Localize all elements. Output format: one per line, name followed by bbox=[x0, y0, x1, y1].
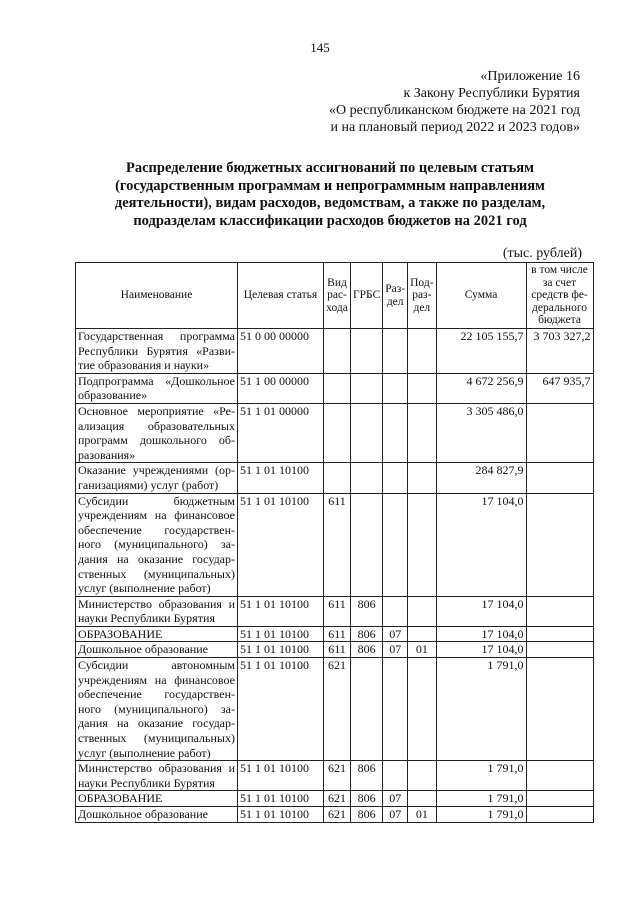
cell-federal bbox=[526, 596, 593, 626]
cell-subsection bbox=[408, 493, 436, 596]
annex-line: и на плановый период 2022 и 2023 годов» bbox=[330, 120, 580, 135]
cell-sum: 17 104,0 bbox=[436, 596, 526, 626]
cell-expense-type: 611 bbox=[324, 642, 351, 658]
header-grbs: ГРБС bbox=[351, 263, 383, 329]
cell-section bbox=[383, 658, 408, 761]
cell-section: 07 bbox=[383, 791, 408, 807]
annex-line: к Закону Республики Бурятия bbox=[403, 86, 580, 101]
cell-federal bbox=[526, 463, 593, 493]
cell-subsection bbox=[408, 626, 436, 642]
cell-federal bbox=[526, 626, 593, 642]
cell-expense-type bbox=[324, 373, 351, 403]
table-row bbox=[76, 761, 594, 791]
header-expense-type: Вид рас-хода bbox=[324, 263, 351, 329]
table-row bbox=[76, 807, 594, 823]
cell-sum: 22 105 155,7 bbox=[436, 329, 526, 374]
cell-section bbox=[383, 373, 408, 403]
cell-grbs: 806 bbox=[351, 761, 383, 791]
cell-subsection: 01 bbox=[408, 807, 436, 823]
annex-line: «Приложение 16 bbox=[480, 69, 580, 84]
cell-expense-type: 611 bbox=[324, 596, 351, 626]
cell-expense-type bbox=[324, 463, 351, 493]
header-name: Наименование bbox=[76, 263, 238, 329]
cell-expense-type: 621 bbox=[324, 761, 351, 791]
cell-federal bbox=[526, 807, 593, 823]
cell-name: Государственная программа Республики Бурятия «Разви-тие образования и науки» bbox=[76, 329, 238, 374]
cell-expense-type: 621 bbox=[324, 807, 351, 823]
cell-section bbox=[383, 329, 408, 374]
cell-federal bbox=[526, 493, 593, 596]
cell-target-article: 51 1 01 10100 bbox=[238, 761, 324, 791]
cell-sum: 17 104,0 bbox=[436, 493, 526, 596]
cell-subsection bbox=[408, 403, 436, 462]
document-title bbox=[90, 160, 570, 230]
cell-sum: 4 672 256,9 bbox=[436, 373, 526, 403]
table-row bbox=[76, 463, 594, 493]
cell-target-article: 51 1 00 00000 bbox=[238, 373, 324, 403]
table-row bbox=[76, 791, 594, 807]
cell-sum: 17 104,0 bbox=[436, 642, 526, 658]
cell-target-article: 51 1 01 10100 bbox=[238, 642, 324, 658]
cell-grbs bbox=[351, 329, 383, 374]
table-row bbox=[76, 403, 594, 462]
cell-federal bbox=[526, 761, 593, 791]
cell-target-article: 51 0 00 00000 bbox=[238, 329, 324, 374]
cell-subsection bbox=[408, 373, 436, 403]
cell-name: Дошкольное образование bbox=[76, 807, 238, 823]
cell-name: Субсидии автономным учреждениям на финансовое обеспечение государствен-ного (муниципального) за-дания на оказание государ-ственных (муниципальных) услуг (выполнение работ) bbox=[76, 658, 238, 761]
cell-grbs bbox=[351, 463, 383, 493]
cell-name: Основное мероприятие «Ре-ализация образовательных программ дошкольного об-разования» bbox=[76, 403, 238, 462]
cell-subsection bbox=[408, 791, 436, 807]
cell-federal: 647 935,7 bbox=[526, 373, 593, 403]
cell-expense-type: 611 bbox=[324, 626, 351, 642]
cell-section: 07 bbox=[383, 807, 408, 823]
header-subsection: Под-раз-дел bbox=[408, 263, 436, 329]
cell-sum: 284 827,9 bbox=[436, 463, 526, 493]
cell-expense-type: 611 bbox=[324, 493, 351, 596]
cell-federal: 3 703 327,2 bbox=[526, 329, 593, 374]
header-federal: в том числе за счет средств фе-дерального бюджета bbox=[526, 263, 593, 329]
cell-target-article: 51 1 01 10100 bbox=[238, 463, 324, 493]
cell-grbs bbox=[351, 658, 383, 761]
cell-sum: 1 791,0 bbox=[436, 791, 526, 807]
cell-section: 07 bbox=[383, 626, 408, 642]
cell-subsection: 01 bbox=[408, 642, 436, 658]
cell-grbs: 806 bbox=[351, 642, 383, 658]
cell-target-article: 51 1 01 00000 bbox=[238, 403, 324, 462]
cell-section bbox=[383, 463, 408, 493]
cell-sum: 1 791,0 bbox=[436, 807, 526, 823]
cell-subsection bbox=[408, 596, 436, 626]
cell-grbs bbox=[351, 373, 383, 403]
cell-grbs: 806 bbox=[351, 626, 383, 642]
title-line: подразделам классификации расходов бюджетов на 2021 год bbox=[133, 212, 527, 229]
header-section: Раз-дел bbox=[383, 263, 408, 329]
cell-name: ОБРАЗОВАНИЕ bbox=[76, 626, 238, 642]
header-target-article: Целевая статья bbox=[238, 263, 324, 329]
budget-table bbox=[75, 262, 594, 823]
cell-target-article: 51 1 01 10100 bbox=[238, 626, 324, 642]
table-row bbox=[76, 329, 594, 374]
cell-target-article: 51 1 01 10100 bbox=[238, 807, 324, 823]
table-row bbox=[76, 626, 594, 642]
cell-sum: 1 791,0 bbox=[436, 761, 526, 791]
cell-expense-type: 621 bbox=[324, 658, 351, 761]
annex-block bbox=[329, 68, 580, 136]
title-line: (государственным программам и непрограммным направлениям bbox=[115, 177, 545, 194]
cell-name: Дошкольное образование bbox=[76, 642, 238, 658]
cell-grbs bbox=[351, 403, 383, 462]
cell-target-article: 51 1 01 10100 bbox=[238, 493, 324, 596]
cell-subsection bbox=[408, 658, 436, 761]
cell-name: Подпрограмма «Дошкольное образование» bbox=[76, 373, 238, 403]
cell-subsection bbox=[408, 329, 436, 374]
cell-section bbox=[383, 403, 408, 462]
cell-name: Субсидии бюджетным учреждениям на финансовое обеспечение государствен-ного (муниципального) за-дания на оказание государ-ственных (муниципальных) услуг (выполнение работ) bbox=[76, 493, 238, 596]
page-number: 145 bbox=[310, 40, 330, 55]
table-row bbox=[76, 493, 594, 596]
cell-expense-type bbox=[324, 403, 351, 462]
table-row bbox=[76, 596, 594, 626]
table-row bbox=[76, 658, 594, 761]
cell-name: Министерство образования и науки Республики Бурятия bbox=[76, 596, 238, 626]
cell-target-article: 51 1 01 10100 bbox=[238, 596, 324, 626]
cell-expense-type bbox=[324, 329, 351, 374]
cell-section: 07 bbox=[383, 642, 408, 658]
cell-sum: 3 305 486,0 bbox=[436, 403, 526, 462]
annex-line: «О республиканском бюджете на 2021 год bbox=[329, 103, 580, 118]
cell-name: Оказание учреждениями (ор-ганизациями) услуг (работ) bbox=[76, 463, 238, 493]
cell-target-article: 51 1 01 10100 bbox=[238, 658, 324, 761]
title-line: деятельности), видам расходов, ведомствам, а также по разделам, bbox=[114, 195, 546, 211]
cell-grbs: 806 bbox=[351, 596, 383, 626]
cell-name: ОБРАЗОВАНИЕ bbox=[76, 791, 238, 807]
table-body bbox=[76, 329, 594, 823]
cell-subsection bbox=[408, 761, 436, 791]
cell-section bbox=[383, 493, 408, 596]
table-row bbox=[76, 642, 594, 658]
cell-sum: 17 104,0 bbox=[436, 626, 526, 642]
cell-federal bbox=[526, 403, 593, 462]
cell-federal bbox=[526, 642, 593, 658]
table-row bbox=[76, 373, 594, 403]
cell-federal bbox=[526, 658, 593, 761]
cell-federal bbox=[526, 791, 593, 807]
cell-expense-type: 621 bbox=[324, 791, 351, 807]
cell-subsection bbox=[408, 463, 436, 493]
unit-note: (тыс. рублей) bbox=[502, 246, 582, 261]
cell-target-article: 51 1 01 10100 bbox=[238, 791, 324, 807]
cell-section bbox=[383, 761, 408, 791]
cell-section bbox=[383, 596, 408, 626]
cell-grbs: 806 bbox=[351, 791, 383, 807]
title-line: Распределение бюджетных ассигнований по целевым статьям bbox=[125, 160, 535, 176]
cell-sum: 1 791,0 bbox=[436, 658, 526, 761]
cell-name: Министерство образования и науки Республики Бурятия bbox=[76, 761, 238, 791]
header-sum: Сумма bbox=[436, 263, 526, 329]
cell-grbs: 806 bbox=[351, 807, 383, 823]
cell-grbs bbox=[351, 493, 383, 596]
